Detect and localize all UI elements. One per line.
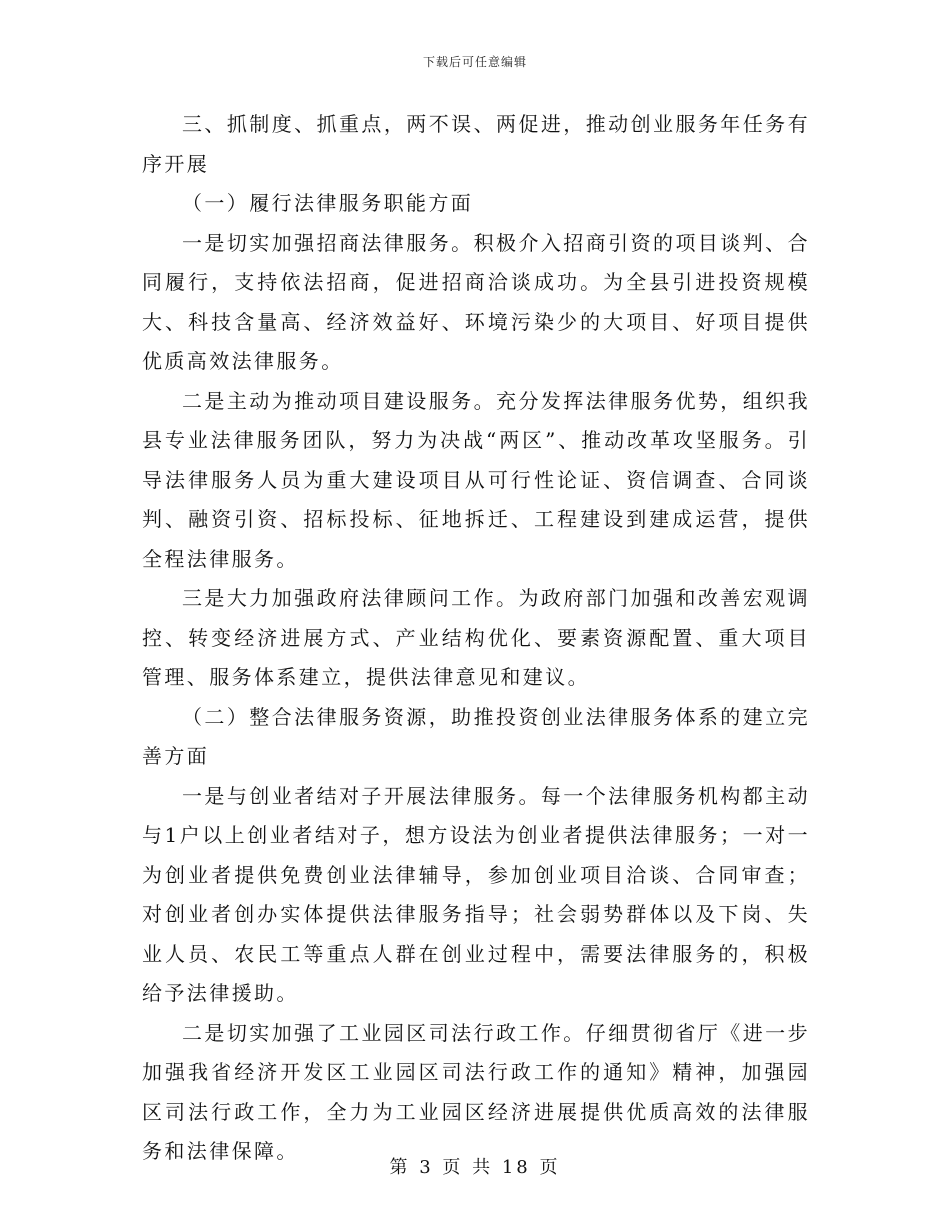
- paragraph-entrepreneur-pairing: 一是与创业者结对子开展法律服务。每一个法律服务机构都主动与1户以上创业者结对子，想方设法为创业者提供法律服务；一对一为创业者提供免费创业法律辅导，参加创业项目洽谈、合同审查；对创业者创办实体提供法律服务指导；社会弱势群体以及下岗、失业人员、农民工等重点人群在创业过程中，需要法律服务的，积极给予法律援助。: [142, 783, 810, 1005]
- subsection-heading-2: （二）整合法律服务资源，助推投资创业法律服务体系的建立完善方面: [142, 704, 810, 768]
- page-header: 下载后可任意编辑: [422, 55, 527, 69]
- paragraph-investment-legal-service: 一是切实加强招商法律服务。积极介入招商引资的项目谈判、合同履行，支持依法招商，促进招商洽谈成功。为全县引进投资规模大、科技含量高、经济效益好、环境污染少的大项目、好项目提供优质高效法律服务。: [142, 230, 810, 373]
- subsection-heading-1: （一）履行法律服务职能方面: [182, 191, 474, 215]
- paragraph-industrial-park: 二是切实加强了工业园区司法行政工作。仔细贯彻省厅《进一步加强我省经济开发区工业园区司法行政工作的通知》精神，加强园区司法行政工作，全力为工业园区经济进展提供优质高效的法律服务和法律保障。: [142, 1020, 810, 1163]
- document-body: [142, 105, 810, 1172]
- page-number-footer: 第 3 页 共 18 页: [389, 1157, 561, 1178]
- section-heading-3: 三、抓制度、抓重点，两不误、两促进，推动创业服务年任务有序开展: [142, 112, 810, 176]
- paragraph-project-construction: 二是主动为推动项目建设服务。充分发挥法律服务优势，组织我县专业法律服务团队，努力为决战“两区”、推动改革攻坚服务。引导法律服务人员为重大建设项目从可行性论证、资信调查、合同谈判、融资引资、招标投标、征地拆迁、工程建设到建成运营，提供全程法律服务。: [142, 388, 810, 571]
- paragraph-government-counsel: 三是大力加强政府法律顾问工作。为政府部门加强和改善宏观调控、转变经济进展方式、产业结构优化、要素资源配置、重大项目管理、服务体系建立，提供法律意见和建议。: [142, 586, 810, 689]
